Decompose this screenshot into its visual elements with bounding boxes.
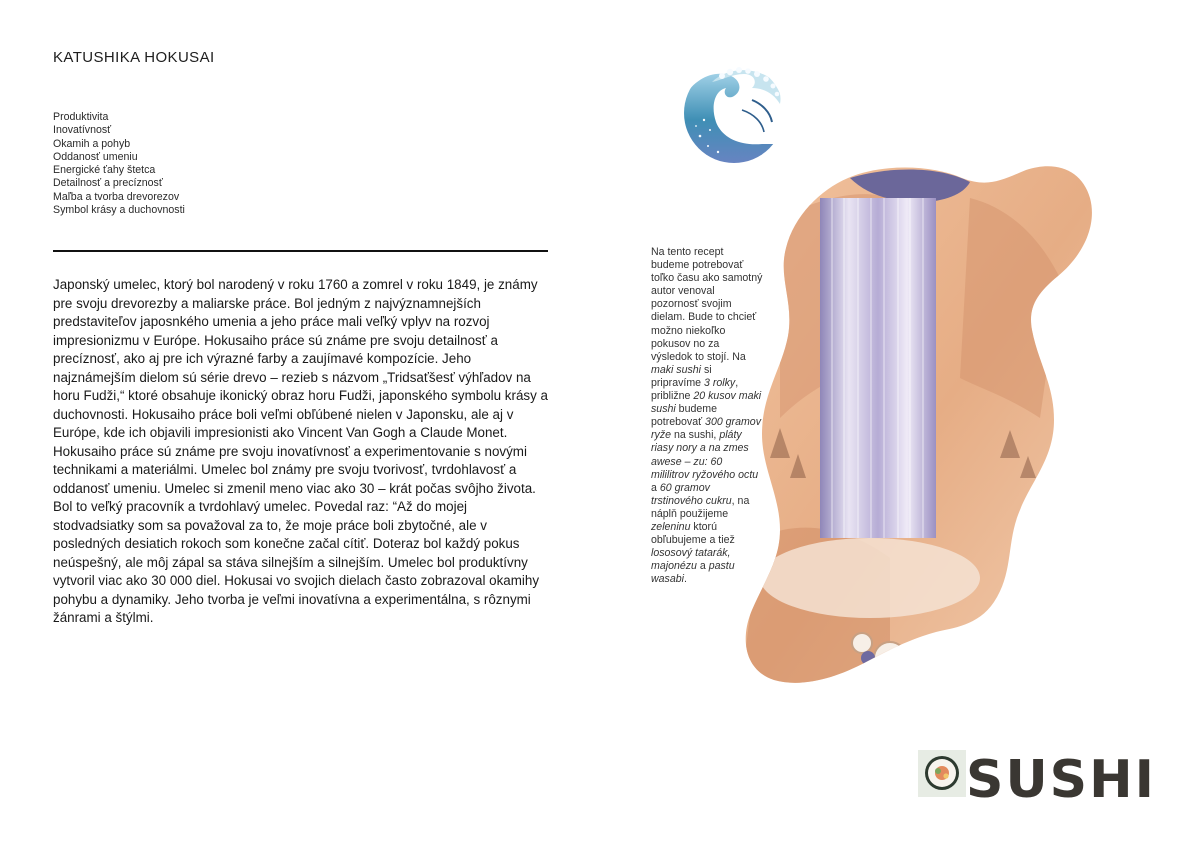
wave-illustration <box>682 60 786 166</box>
recipe-ingredient: lososový tatarák, majonézu <box>651 547 731 573</box>
recipe-ingredient: maki sushi <box>651 363 702 376</box>
recipe-ingredient: 3 rolky <box>703 376 736 389</box>
recipe-ingredient: zeleninu <box>651 520 691 533</box>
waterfall-illustration <box>740 158 1120 693</box>
keyword-item: Okamih a pohyb <box>53 137 131 150</box>
recipe-ingredient: 60 gramov trstinového cukru <box>651 481 732 507</box>
recipe-ingredient: 20 kusov maki sushi <box>651 390 762 416</box>
recipe-text-part: na sushi, <box>671 429 720 442</box>
section-divider <box>53 250 548 252</box>
recipe-text-part: Na tento recept budeme potrebovať toľko času ako samotný autor venoval pozornosť svojim dielam. Bude to chcieť možno niekoľko pokusov no za výsledok to stojí. Na <box>651 246 763 363</box>
recipe-text-part: ktorú obľubujeme a tiež <box>651 520 735 547</box>
sushi-roll-icon <box>918 750 966 797</box>
keyword-item: Maľba a tvorba drevorezov <box>53 190 180 203</box>
keyword-item: Produktivita <box>53 111 109 123</box>
keyword-item: Oddanosť umeniu <box>53 150 138 163</box>
keyword-item: Detailnosť a precíznosť <box>53 177 163 190</box>
sushi-logo <box>966 745 1156 810</box>
recipe-text-part: a <box>651 481 660 494</box>
recipe-text-part: budeme potrebovať <box>651 403 717 429</box>
keyword-item: Energické ťahy štetca <box>53 164 156 177</box>
recipe-text-part: , na náplň použijeme <box>651 494 750 520</box>
recipe-ingredient: 300 gramov ryže <box>651 416 761 442</box>
recipe-text-part: a <box>696 560 709 573</box>
biography-text: Japonský umelec, ktorý bol narodený v roku 1760 a zomrel v roku 1849, je známy pre svoju drevorezby a maliarske práce. Bol jedným z najvýznamnejších predstaviteľov japosnkého umenia a jeho práce mali veľký vplyv na rozvoj impresionizmu v Európe. Hokusaiho práce sú známe pre svoju detailnosť a precíznosť, ako aj pre ich výrazné farby a zaujímavé kompozície. Jeho najznámejším dielom sú série drevo – rezieb s názvom „Tridsaťšesť výhľadov na horu Fudži,“ ktoré obsahuje ikonický obraz horu Fudži, japonského symbolu krásy a duchovnosti. Hokusaiho práce boli veľmi obľúbené nielen v Japonsku, ale aj v Európe, kde ich objavili impresionisti ako Vincent Van Gogh a Claude Monet. Hokusaiho práce sú známe pre svoju inovatívnosť a experimentovanie s novými technikami a materiálmi. Umelec bol známy pre svoju tvorivosť, tvrdohlavosť a oddanosť umeniu. Umelec si zmenil meno viac ako 30 – krát počas svôjho života. Bol to veľký pracovník a tvrdohlavý umelec. Povedal raz: “Až do mojej stodvadsiatky som sa považoval za to, že moje práce boli zbytočné, ale v posledných desiatich rokoch som konečne začal cítiť. Doteraz bol každý pokus neúspešný, ale môj zápal sa stáva silnejším a silnejším. Umelec bol produktívny vytvoril viac ako 30 000 diel. Hokusai vo svojich dielach často zobrazoval okamihy pohybu a dynamiky. Jeho tvorba je veľmi inovatívna a experimentálna, s rôznymi žánrami a štýlmi. <box>53 277 548 625</box>
keyword-item: Inovatívnosť <box>53 124 112 137</box>
recipe-text-part: , približne <box>651 376 739 403</box>
recipe-ingredient: pastu wasabi <box>651 560 735 586</box>
sushi-logo-text: SUSHI <box>966 750 1156 810</box>
recipe-ingredient: pláty riasy nory a na zmes awese – zu: 60 mililitrov ryžového octu <box>651 429 759 481</box>
recipe-text-part: . <box>683 573 687 586</box>
keyword-list <box>53 111 185 217</box>
keyword-item: Symbol krásy a duchovnosti <box>53 204 185 217</box>
recipe-text-part: si pripravíme <box>651 363 712 389</box>
page-title: KATUSHIKA HOKUSAI <box>53 49 215 66</box>
